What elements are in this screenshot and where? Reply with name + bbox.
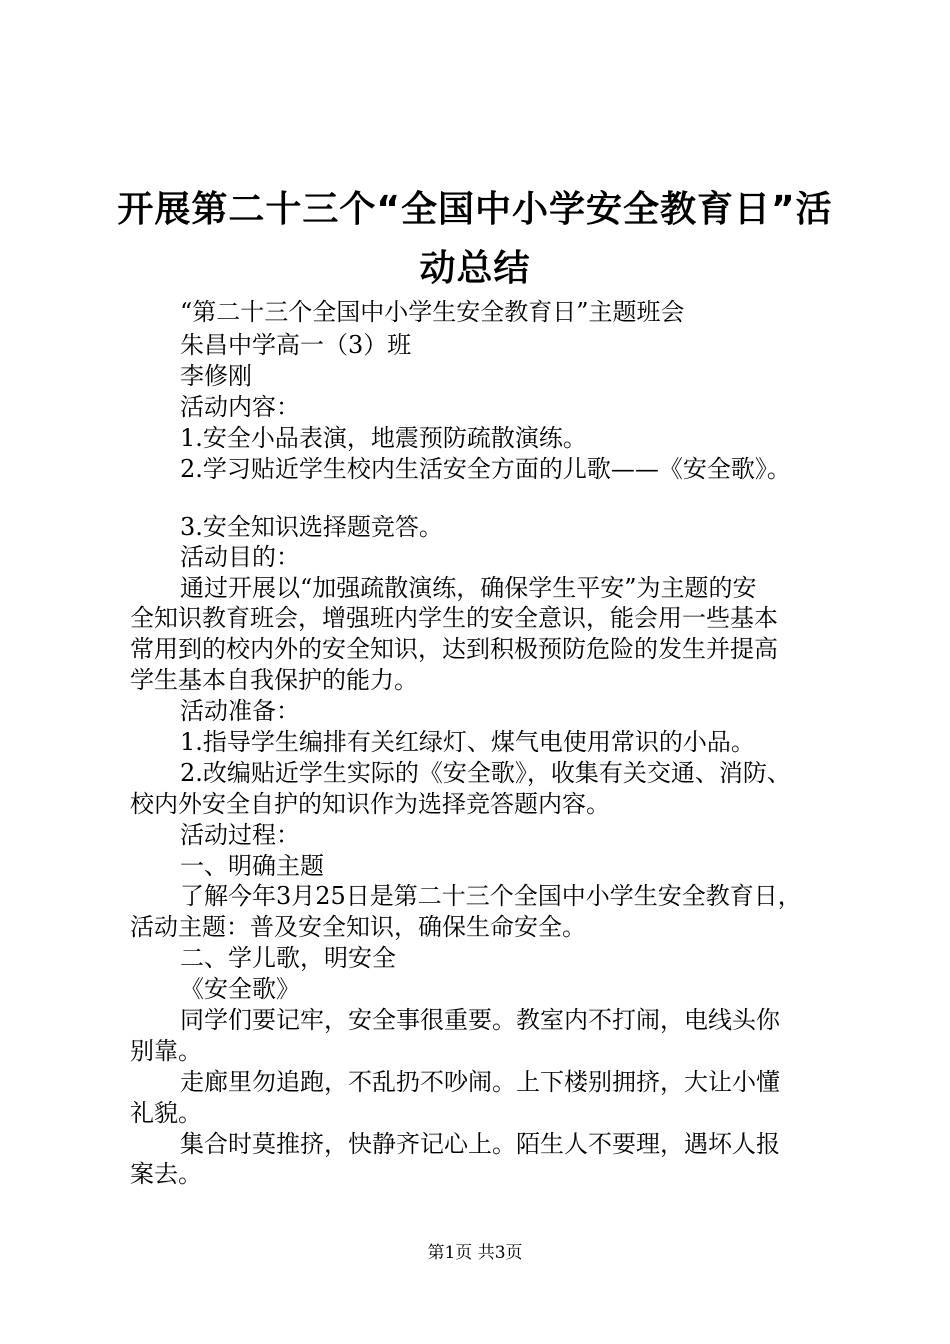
song-line: 集合时莫推挤，快静齐记心上。陌生人不要理，遇坏人报: [180, 1130, 780, 1158]
song-line: 礼貌。: [130, 1099, 202, 1127]
section-heading: 活动目的：: [180, 543, 300, 571]
body-line: 全知识教育班会，增强班内学生的安全意识，能会用一些基本: [130, 604, 778, 632]
song-title: 《安全歌》: [180, 975, 300, 1003]
subtitle-line: “第二十三个全国中小学生安全教育日”主题班会: [180, 298, 685, 326]
section-heading: 活动准备：: [180, 697, 300, 725]
section-heading: 二、学儿歌，明安全: [180, 944, 396, 972]
song-line: 案去。: [130, 1160, 202, 1188]
body-line: 校内外安全自护的知识作为选择竞答题内容。: [130, 790, 610, 818]
body-line: 通过开展以“加强疏散演练，确保学生平安”为主题的安: [180, 574, 757, 602]
class-line: 朱昌中学高一（3）班: [180, 331, 412, 359]
author-line: 李修刚: [180, 362, 252, 390]
body-line: 常用到的校内外的安全知识，达到积极预防危险的发生并提高: [130, 635, 778, 663]
section-heading: 活动过程：: [180, 821, 300, 849]
section-heading: 一、明确主题: [180, 852, 324, 880]
body-line: 2.改编贴近学生实际的《安全歌》，收集有关交通、消防、: [180, 759, 791, 787]
body-line: 3.安全知识选择题竞答。: [180, 513, 443, 541]
body-line: 学生基本自我保护的能力。: [130, 666, 418, 694]
document-title-line-2: 动总结: [419, 248, 531, 289]
body-line: 1.指导学生编排有关红绿灯、煤气电使用常识的小品。: [180, 728, 755, 756]
body-line: 了解今年3月25日是第二十三个全国中小学生安全教育日，: [180, 882, 802, 910]
page-footer: 第1页 共3页: [427, 1243, 523, 1263]
song-line: 同学们要记牢，安全事很重要。教室内不打闹，电线头你: [180, 1006, 780, 1034]
song-line: 走廊里勿追跑，不乱扔不吵闹。上下楼别拥挤，大让小懂: [180, 1068, 780, 1096]
song-line: 别靠。: [130, 1037, 202, 1065]
document-title-line-1: 开展第二十三个“全国中小学安全教育日”活: [117, 189, 833, 230]
body-line: 活动主题：普及安全知识，确保生命安全。: [130, 913, 586, 941]
section-heading: 活动内容：: [180, 393, 300, 421]
body-line: 1.安全小品表演，地震预防疏散演练。: [180, 424, 587, 452]
body-line: 2.学习贴近学生校内生活安全方面的儿歌——《安全歌》。: [180, 455, 791, 483]
